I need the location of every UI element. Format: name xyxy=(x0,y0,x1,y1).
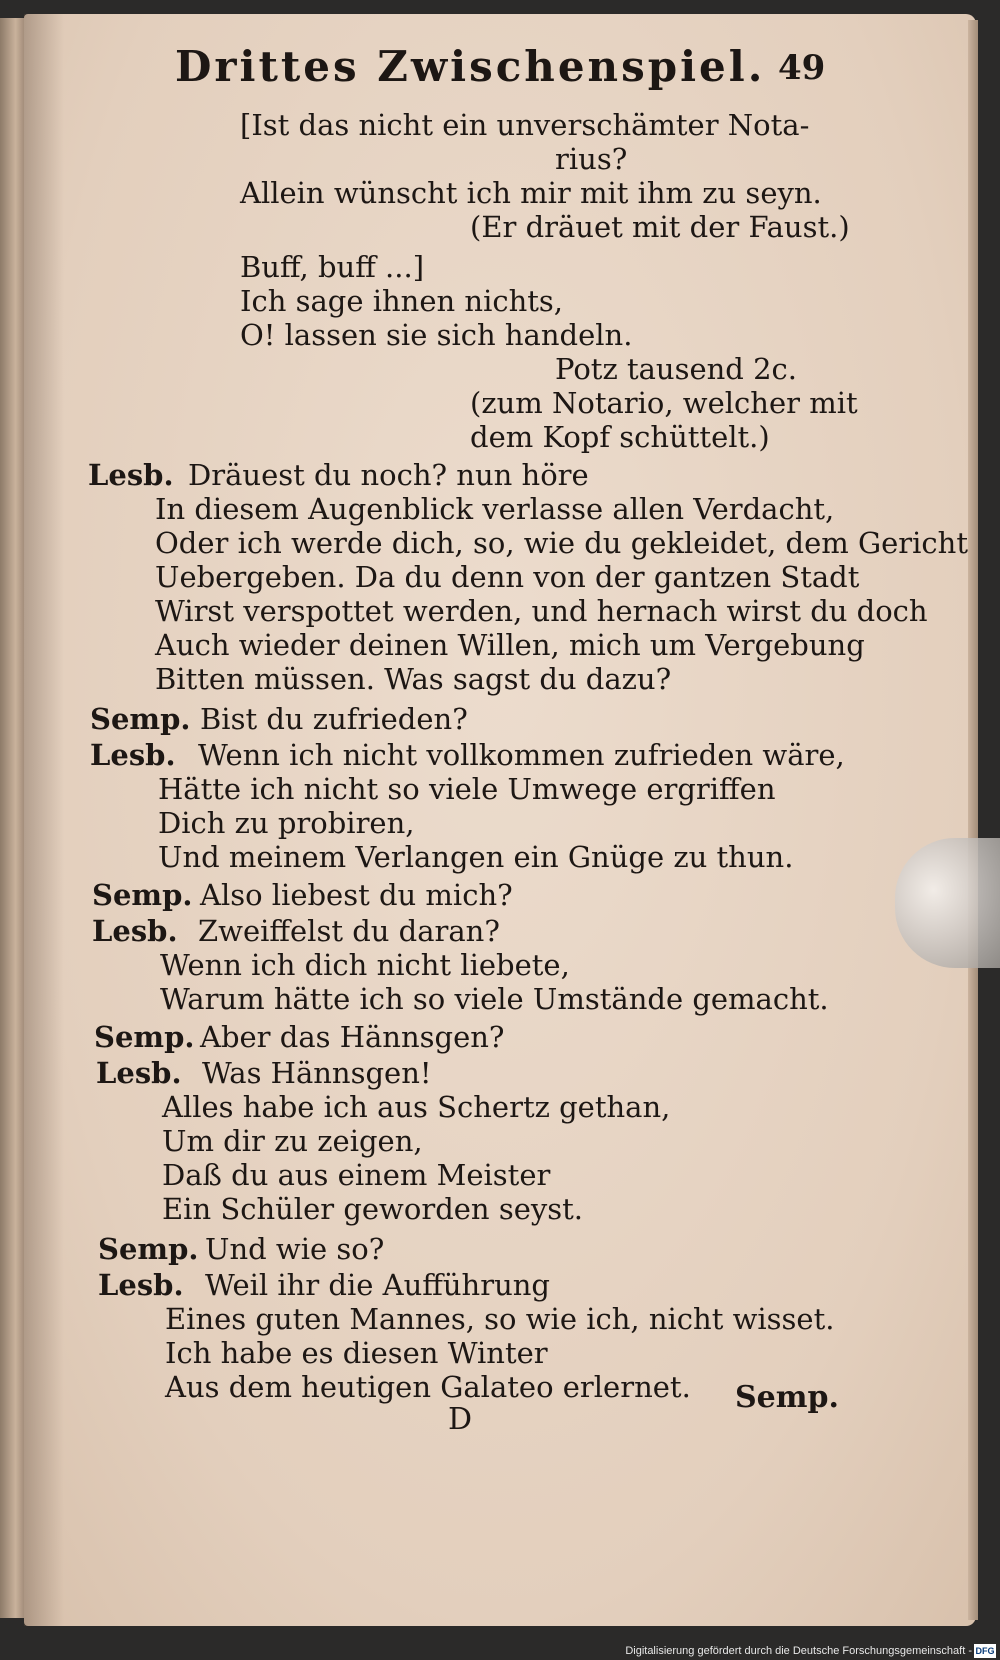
dialogue-line: Um dir zu zeigen, xyxy=(162,1124,423,1158)
dialogue-line: Aus dem heutigen Galateo erlernet. xyxy=(165,1370,691,1404)
dialogue-line: Uebergeben. Da du denn von der gantzen Stadt xyxy=(155,560,860,594)
dialogue-line: Bist du zufrieden? xyxy=(200,702,468,736)
dialogue-line: Hätte ich nicht so viele Umwege ergriffen xyxy=(158,772,776,806)
speaker-name: Lesb. xyxy=(88,458,174,492)
stage-direction: (zum Notario, welcher mit xyxy=(470,386,858,420)
dialogue-line: Bitten müssen. Was sagst du dazu? xyxy=(155,662,672,696)
stage-direction: dem Kopf schüttelt.) xyxy=(470,420,770,454)
dialogue-line: Was Hännsgen! xyxy=(202,1056,432,1090)
dialogue-line: In diesem Augenblick verlasse allen Verdacht, xyxy=(155,492,835,526)
speaker-name: Semp. xyxy=(90,702,191,736)
dialogue-line: Dich zu probiren, xyxy=(158,806,415,840)
signature-mark: D xyxy=(448,1402,473,1437)
dialogue-line: Wirst verspottet werden, und hernach wirst du doch xyxy=(155,594,928,628)
aria-line: O! lassen sie sich handeln. xyxy=(240,318,633,352)
dialogue-line: Weil ihr die Aufführung xyxy=(205,1268,550,1302)
dialogue-line: Daß du aus einem Meister xyxy=(162,1158,551,1192)
dialogue-line: Zweiffelst du daran? xyxy=(198,914,500,948)
speaker-name: Lesb. xyxy=(92,914,178,948)
dfg-logo: DFG xyxy=(975,1646,995,1656)
dialogue-line: Und meinem Verlangen ein Gnüge zu thun. xyxy=(158,840,794,874)
stage-direction: (Er dräuet mit der Faust.) xyxy=(470,210,850,244)
dialogue-line: Warum hätte ich so viele Umstände gemacht. xyxy=(160,982,829,1016)
speaker-name: Semp. xyxy=(98,1232,199,1266)
facing-page-edge xyxy=(0,18,26,1618)
dialogue-line: Alles habe ich aus Schertz gethan, xyxy=(162,1090,671,1124)
dialogue-line: Wenn ich dich nicht liebete, xyxy=(160,948,570,982)
dialogue-line: Und wie so? xyxy=(205,1232,385,1266)
aria-line: Potz tausend 2c. xyxy=(555,352,797,386)
speaker-name: Lesb. xyxy=(90,738,176,772)
dialogue-line: Ein Schüler geworden seyst. xyxy=(162,1192,583,1226)
speaker-name: Semp. xyxy=(92,878,193,912)
page-number: 49 xyxy=(778,48,826,88)
dialogue-line: Wenn ich nicht vollkommen zufrieden wäre, xyxy=(198,738,845,772)
dialogue-line: Eines guten Mannes, so wie ich, nicht wisset. xyxy=(165,1302,835,1336)
dialogue-line: Oder ich werde dich, so, wie du gekleidet, dem Gericht xyxy=(155,526,969,560)
running-head: Drittes Zwischenspiel. xyxy=(175,42,766,91)
dialogue-line: Auch wieder deinen Willen, mich um Vergebung xyxy=(155,628,865,662)
aria-line: rius? xyxy=(555,142,628,176)
page-gutter-shadow xyxy=(24,14,64,1626)
speaker-name: Semp. xyxy=(94,1020,195,1054)
speaker-name: Lesb. xyxy=(98,1268,184,1302)
page-clip xyxy=(895,838,1000,968)
catchword: Semp. xyxy=(735,1380,839,1415)
speaker-name: Lesb. xyxy=(96,1056,182,1090)
dialogue-line: Also liebest du mich? xyxy=(200,878,513,912)
aria-line: Ich sage ihnen nichts, xyxy=(240,284,564,318)
page-right-edge xyxy=(968,20,978,1620)
dialogue-line: Dräuest du noch? nun höre xyxy=(188,458,589,492)
dialogue-line: Ich habe es diesen Winter xyxy=(165,1336,548,1370)
aria-line: Buff, buff ...] xyxy=(240,250,425,284)
digitization-credit: Digitalisierung gefördert durch die Deutsche Forschungsgemeinschaft - xyxy=(625,1645,972,1657)
dialogue-line: Aber das Hännsgen? xyxy=(200,1020,505,1054)
aria-line: Allein wünscht ich mir mit ihm zu seyn. xyxy=(240,176,822,210)
aria-line: [Ist das nicht ein unverschämter Nota- xyxy=(240,108,810,142)
